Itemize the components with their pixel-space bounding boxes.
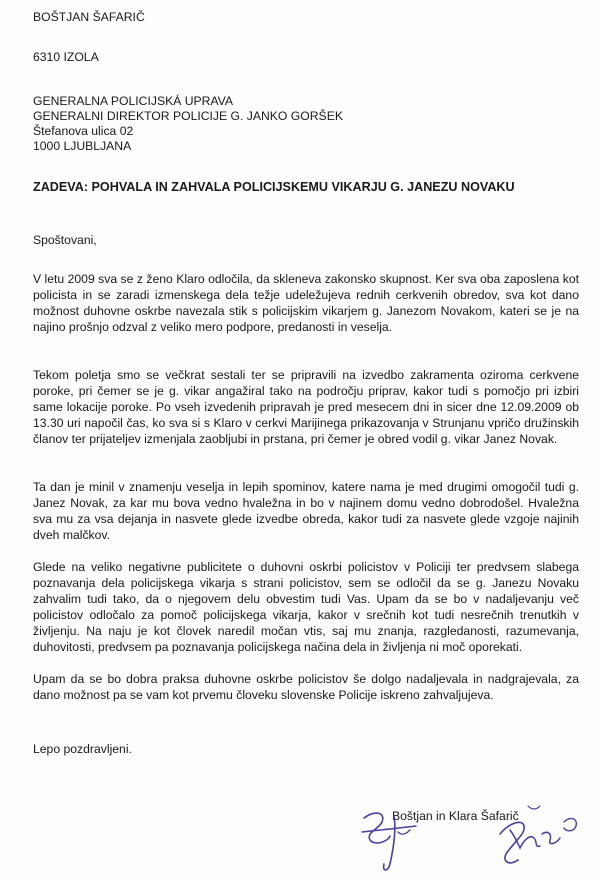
recipient-org: GENERALNA POLICIJSKÁ UPRAVA bbox=[33, 94, 234, 108]
recipient-city: 1000 LJUBLJANA bbox=[33, 139, 132, 153]
signature-name: Boštjan in Klara Šafarič bbox=[392, 809, 519, 823]
closing: Lepo pozdravljeni. bbox=[33, 742, 132, 756]
signature-stroke-4 bbox=[398, 830, 410, 834]
paragraph-text: Ta dan je minil v znamenju veselja in lepih spominov, katere nama je med drugimi omogočil tudi g. Janez Novak, za kar mu bova vedno hvaležna in bo v najinem domu vedno dobrodošel. Hvaležna sva mu za vsa dejanja in nasvete glede izvedbe obreda, kakor tudi za nasvete glede vzgoje najinih dveh malčkov. bbox=[33, 480, 579, 542]
sender-name: BOŠTJAN ŠAFARIČ bbox=[33, 10, 145, 24]
subject-line: ZADEVA: POHVALA IN ZAHVALA POLICIJSKEMU VIKARJU G. JANEZU NOVAKU bbox=[33, 180, 515, 194]
signature-stroke-7 bbox=[542, 832, 560, 843]
paragraph-text: V letu 2009 sva se z ženo Klaro odločila, da skleneva zakonsko skupnost. Ker sva oba zaposlena kot policista in se zaradi izmenskega dela težje udeležujeva rednih cerkvenih obredov, sva kot dano možnost duhovne oskrbe navezala stik s policijskim vikarjem g. Janezom Novakom, kateri se je na najino prošnjo odzval z veliko mero podpore, predanosti in veselja. bbox=[33, 272, 579, 334]
sender-postal: 6310 IZOLA bbox=[33, 50, 99, 64]
paragraph-3 bbox=[33, 479, 579, 543]
signature-stroke-3 bbox=[384, 816, 395, 870]
signature-stroke-5 bbox=[500, 822, 524, 863]
paragraph-text: Tekom poletja smo se večkrat sestali ter se pripravili na izvedbo zakramenta oziroma cerkvene poroke, pri čemer se je g. vikar angažiral tako na področju priprav, kakor tudi s pomočjo pri izbiri same lokacije poroke. Po vseh izvedenih pripravah je pred mesecem dni in sicer dne 12.09.2009 ob 13.30 uri napočil čas, ko sva si s Klaro v cerkvi Marijinega prikazovanja v Strunjanu vpričo družinskih članov ter prijateljev izmenjala zaobljubi in prstana, pri čemer je obred vodil g. vikar Janez Novak. bbox=[33, 368, 579, 446]
signature-stroke-8 bbox=[564, 819, 576, 831]
signature-stroke-6 bbox=[510, 830, 540, 848]
signature-stroke-1 bbox=[364, 813, 390, 843]
paragraph-text: Upam da se bo dobra praksa duhovne oskrbe policistov še dolgo nadaljevala in nadgrajevala, za dano možnost pa se vam kot prvemu človeku slovenske Policije iskreno zahvaljujeva. bbox=[33, 672, 579, 702]
salutation: Spoštovani, bbox=[33, 233, 97, 247]
paragraph-2 bbox=[33, 367, 579, 447]
paragraph-5 bbox=[33, 671, 579, 703]
paragraph-4 bbox=[33, 559, 579, 655]
handwritten-signatures bbox=[360, 788, 590, 880]
paragraph-text: Glede na veliko negativne publicitete o duhovni oskrbi policistov v Policiji ter predvsem slabega poznavanja dela policijskega vikarja s strani policistov, sem se odločil da se g. Janezu Novaku zahvalim tudi tako, da o njegovem delu obvestim tudi Vas. Upam da se bo v nadaljevanju več policistov odločalo za pomoč policijskega vikarja, kakor v srečnih kot tudi nesrečnih trenutkih v življenju. Na naju je kot človek naredil močan vtis, saj mu znanja, razgledanosti, razumevanja, duhovitosti, predvsem pa poznavanja policijskega načina dela in življenja ni moč oporekati. bbox=[33, 560, 579, 654]
recipient-director: GENERALNI DIREKTOR POLICIJE G. JANKO GORŠEK bbox=[33, 109, 343, 123]
recipient-street: Štefanova ulica 02 bbox=[33, 124, 134, 138]
paragraph-1 bbox=[33, 271, 579, 335]
signature-stroke-9 bbox=[528, 806, 540, 809]
